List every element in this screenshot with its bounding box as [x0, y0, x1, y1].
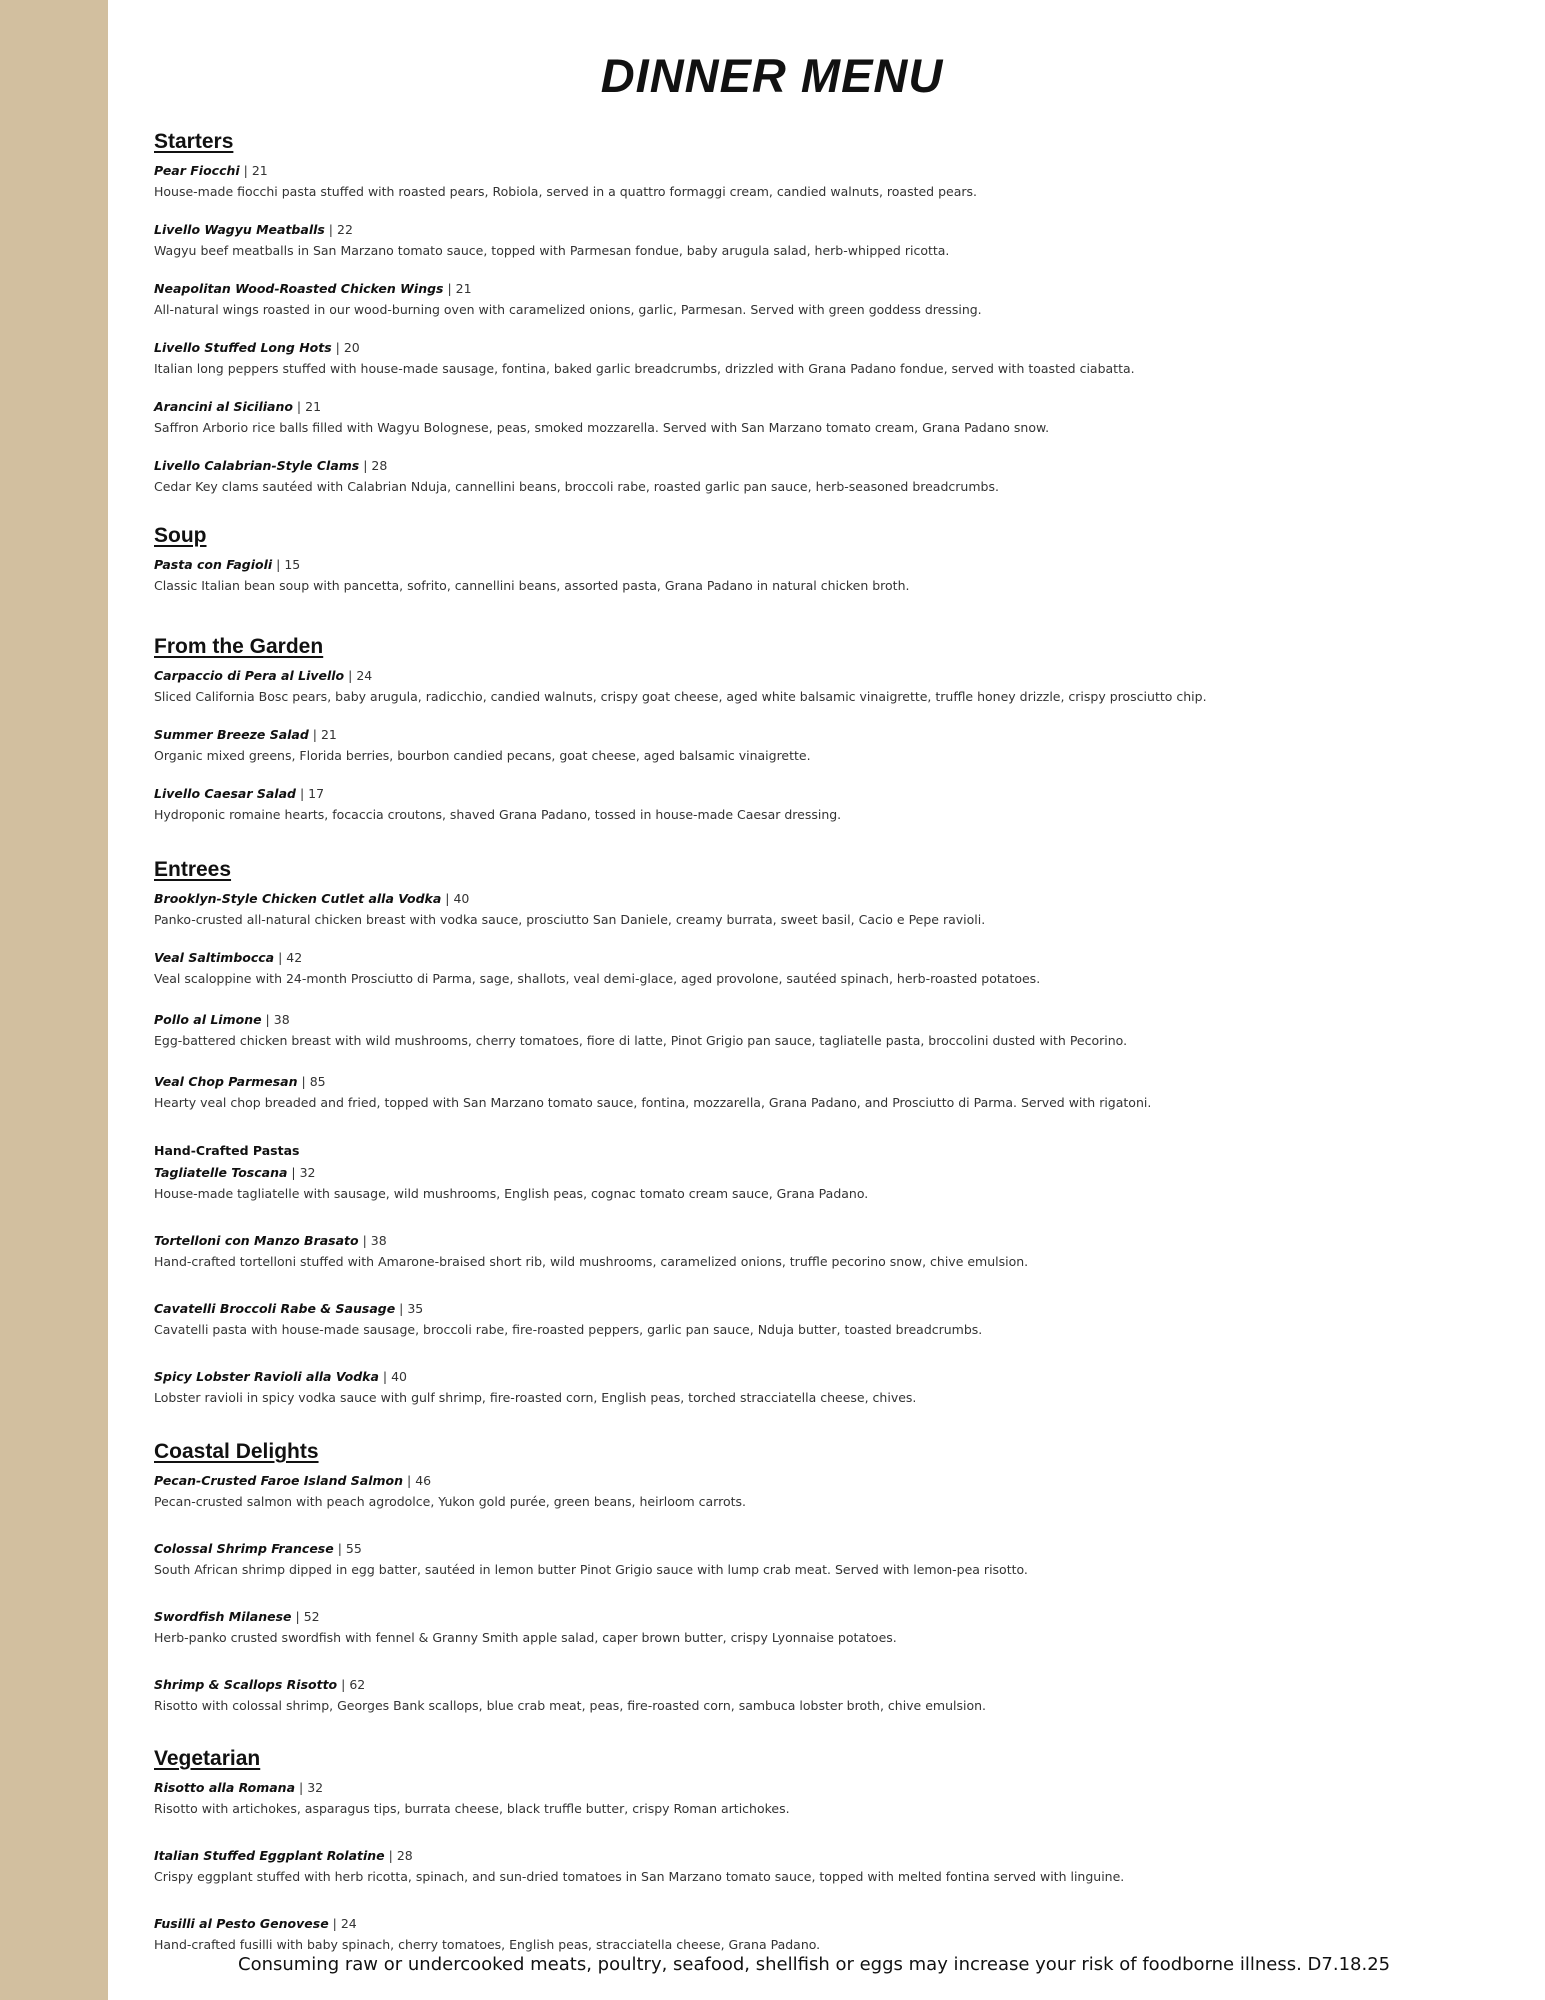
menu-item-price: 21 [320, 727, 337, 742]
menu-item [154, 1915, 820, 1954]
menu-item-name: Swordfish Milanese [154, 1609, 292, 1624]
menu-item-name: Arancini al Siciliano [154, 399, 293, 414]
price-separator: | [287, 1165, 300, 1180]
price-separator: | [272, 557, 285, 572]
menu-item-name: Pasta con Fagioli [154, 557, 273, 572]
menu-item-name: Neapolitan Wood-Roasted Chicken Wings [154, 281, 444, 296]
menu-item [154, 556, 909, 595]
menu-item-description: Hand-crafted tortelloni stuffed with Amarone-braised short rib, wild mushrooms, caramelized onions, truffle pecorino snow, chive emulsion. [154, 1254, 1029, 1269]
price-separator: | [441, 891, 454, 906]
price-separator: | [261, 1012, 274, 1027]
menu-item [154, 785, 841, 824]
menu-item-description: Veal scaloppine with 24-month Prosciutto di Parma, sage, shallots, veal demi-glace, aged provolone, sautéed spinach, herb-roasted potatoes. [154, 971, 1041, 986]
menu-item-price: 22 [337, 222, 353, 237]
menu-item-price: 38 [370, 1233, 387, 1248]
menu-item-description: Italian long peppers stuffed with house-made sausage, fontina, baked garlic breadcrumbs, drizzled with Grana Padano fondue, served with toasted ciabatta. [154, 361, 1135, 376]
menu-item-description: Cedar Key clams sautéed with Calabrian Nduja, cannellini beans, broccoli rabe, roasted garlic pan sauce, herb-seasoned breadcrumbs. [154, 479, 999, 494]
menu-item-name: Livello Wagyu Meatballs [154, 222, 325, 237]
price-separator: | [337, 1677, 350, 1692]
menu-item-heading [154, 339, 1135, 357]
menu-item-price: 55 [345, 1541, 362, 1556]
menu-item-description: Pecan-crusted salmon with peach agrodolce, Yukon gold purée, green beans, heirloom carrots. [154, 1494, 746, 1509]
menu-item [154, 1164, 868, 1203]
menu-item-heading [154, 1368, 916, 1386]
menu-item [154, 398, 1049, 437]
menu-item-name: Pecan-Crusted Faroe Island Salmon [154, 1473, 404, 1488]
menu-item-name: Livello Caesar Salad [154, 786, 296, 801]
menu-item-name: Tagliatelle Toscana [154, 1165, 288, 1180]
menu-item-price: 21 [305, 399, 322, 414]
menu-page [154, 0, 1514, 2000]
menu-item-name: Brooklyn-Style Chicken Cutlet alla Vodka [154, 891, 442, 906]
menu-item-description: Risotto with artichokes, asparagus tips, burrata cheese, black truffle butter, crispy Roman artichokes. [154, 1801, 790, 1816]
menu-item-name: Summer Breeze Salad [154, 727, 309, 742]
menu-item [154, 457, 999, 496]
menu-item-price: 21 [251, 163, 268, 178]
menu-item-description: Organic mixed greens, Florida berries, bourbon candied pecans, goat cheese, aged balsamic vinaigrette. [154, 748, 811, 763]
menu-item-price: 62 [349, 1677, 366, 1692]
menu-item-price: 20 [343, 340, 360, 355]
price-separator: | [274, 950, 287, 965]
price-separator: | [324, 222, 337, 237]
menu-item-price: 38 [273, 1012, 290, 1027]
menu-item-heading [154, 667, 1207, 685]
menu-item-name: Pear Fiocchi [154, 163, 240, 178]
menu-item-price: 28 [396, 1848, 413, 1863]
menu-item-name: Livello Stuffed Long Hots [154, 340, 332, 355]
menu-item-name: Tortelloni con Manzo Brasato [154, 1233, 359, 1248]
price-separator: | [239, 163, 252, 178]
menu-item-price: 40 [453, 891, 470, 906]
menu-item-heading [154, 1608, 897, 1626]
section-title: From the Garden [154, 635, 324, 658]
menu-item [154, 890, 985, 929]
menu-item-price: 35 [407, 1301, 424, 1316]
menu-item-heading [154, 398, 1049, 416]
price-separator: | [297, 1074, 310, 1089]
menu-item-price: 17 [308, 786, 325, 801]
menu-item [154, 280, 982, 319]
menu-item [154, 1540, 1028, 1579]
section-title: Vegetarian [154, 1747, 261, 1770]
menu-item-name: Colossal Shrimp Francese [154, 1541, 334, 1556]
menu-item-description: Sliced California Bosc pears, baby arugula, radicchio, candied walnuts, crispy goat cheese, aged white balsamic vinaigrette, truffle honey drizzle, crispy prosciutto chip. [154, 689, 1207, 704]
price-separator: | [359, 458, 372, 473]
menu-item-heading [154, 1472, 746, 1490]
menu-item-name: Shrimp & Scallops Risotto [154, 1677, 338, 1692]
menu-item-heading [154, 890, 985, 908]
menu-item [154, 667, 1207, 706]
price-separator: | [292, 399, 306, 414]
price-separator: | [331, 340, 344, 355]
menu-item-heading [154, 1540, 1028, 1558]
price-separator: | [295, 1780, 308, 1795]
menu-item [154, 726, 811, 765]
menu-item-price: 32 [307, 1780, 324, 1795]
menu-item-price: 32 [299, 1165, 316, 1180]
price-separator: | [333, 1541, 346, 1556]
menu-item-price: 46 [415, 1473, 432, 1488]
menu-item-price: 24 [356, 668, 373, 683]
menu-item-heading [154, 1676, 986, 1694]
price-separator: | [384, 1848, 397, 1863]
menu-item-name: Pollo al Limone [154, 1012, 262, 1027]
price-separator: | [308, 727, 321, 742]
menu-item-description: House-made tagliatelle with sausage, wild mushrooms, English peas, cognac tomato cream sauce, Grana Padano. [154, 1186, 869, 1201]
menu-item-description: Saffron Arborio rice balls filled with Wagyu Bolognese, peas, smoked mozzarella. Served with San Marzano tomato cream, Grana Padano snow. [154, 420, 1050, 435]
menu-item [154, 1779, 790, 1818]
menu-item-description: Hydroponic romaine hearts, focaccia croutons, shaved Grana Padano, tossed in house-made Caesar dressing. [154, 807, 842, 822]
menu-item-price: 85 [309, 1074, 326, 1089]
menu-item [154, 1300, 982, 1339]
menu-item-price: 28 [371, 458, 388, 473]
menu-item [154, 1608, 897, 1647]
menu-item-price: 21 [455, 281, 472, 296]
section-title: Coastal Delights [154, 1440, 319, 1463]
price-separator: | [403, 1473, 416, 1488]
menu-item [154, 949, 1040, 988]
menu-item-price: 15 [284, 557, 301, 572]
menu-item [154, 1676, 986, 1715]
menu-item-price: 52 [303, 1609, 320, 1624]
menu-item [154, 1847, 1124, 1886]
menu-item-description: Egg-battered chicken breast with wild mushrooms, cherry tomatoes, fiore di latte, Pinot Grigio pan sauce, tagliatelle pasta, broccolini dusted with Pecorino. [154, 1033, 1128, 1048]
menu-item [154, 162, 977, 201]
menu-item-price: 42 [286, 950, 303, 965]
menu-item-heading [154, 1300, 982, 1318]
price-separator: | [291, 1609, 304, 1624]
section-title: Soup [154, 524, 207, 547]
menu-item-name: Italian Stuffed Eggplant Rolatine [154, 1848, 385, 1863]
menu-item-description: Lobster ravioli in spicy vodka sauce with gulf shrimp, fire-roasted corn, English peas, torched stracciatella cheese, chives. [154, 1390, 917, 1405]
menu-item-description: All-natural wings roasted in our wood-burning oven with caramelized onions, garlic, Parmesan. Served with green goddess dressing. [154, 302, 982, 317]
menu-item-name: Veal Saltimbocca [154, 950, 275, 965]
menu-item-price: 40 [391, 1369, 407, 1384]
menu-item-description: Herb-panko crusted swordfish with fennel & Granny Smith apple salad, caper brown butter, crispy Lyonnaise potatoes. [154, 1630, 897, 1645]
section-title: Entrees [154, 858, 232, 881]
menu-item-name: Veal Chop Parmesan [154, 1074, 298, 1089]
price-separator: | [358, 1233, 371, 1248]
menu-item-heading [154, 726, 811, 744]
menu-item [154, 1472, 746, 1511]
price-separator: | [295, 786, 309, 801]
menu-item-heading [154, 1232, 1028, 1250]
menu-item-description: House-made fiocchi pasta stuffed with roasted pears, Robiola, served in a quattro formaggi cream, candied walnuts, roasted pears. [154, 184, 977, 199]
menu-item-heading [154, 457, 999, 475]
menu-item-description: South African shrimp dipped in egg batter, sautéed in lemon butter Pinot Grigio sauce with lump crab meat. Served with lemon-pea risotto. [154, 1562, 1028, 1577]
menu-item-heading [154, 785, 841, 803]
footer-disclaimer: Consuming raw or undercooked meats, poultry, seafood, shellfish or eggs may increase your risk of foodborne illness. D7.18.25 [238, 1954, 1391, 1975]
menu-item-description: Classic Italian bean soup with pancetta, sofrito, cannellini beans, assorted pasta, Grana Padano in natural chicken broth. [154, 578, 910, 593]
menu-item [154, 1011, 1127, 1050]
price-separator: | [443, 281, 456, 296]
menu-item-name: Fusilli al Pesto Genovese [154, 1916, 329, 1931]
menu-item [154, 1232, 1028, 1271]
menu-item-name: Livello Calabrian-Style Clams [154, 458, 360, 473]
menu-item-heading [154, 1915, 820, 1933]
price-separator: | [344, 668, 357, 683]
section-title: Starters [154, 130, 234, 153]
menu-item-name: Risotto alla Romana [154, 1780, 296, 1795]
price-separator: | [328, 1916, 341, 1931]
page-title: DINNER MENU [600, 49, 944, 102]
menu-item-heading [154, 1073, 1151, 1091]
price-separator: | [378, 1369, 392, 1384]
menu-item-heading [154, 1847, 1124, 1865]
price-separator: | [395, 1301, 408, 1316]
menu-item-heading [154, 280, 982, 298]
sidebar-band [0, 0, 108, 2000]
menu-item-description: Hand-crafted fusilli with baby spinach, cherry tomatoes, English peas, stracciatella cheese, Grana Padano. [154, 1937, 821, 1952]
menu-item-description: Panko-crusted all-natural chicken breast with vodka sauce, prosciutto San Daniele, creamy burrata, sweet basil, Cacio e Pepe ravioli. [154, 912, 986, 927]
menu-item-heading [154, 221, 949, 239]
subsection-title: Hand-Crafted Pastas [154, 1143, 300, 1158]
menu-item-heading [154, 949, 1040, 967]
menu-item-description: Risotto with colossal shrimp, Georges Bank scallops, blue crab meat, peas, fire-roasted corn, sambuca lobster broth, chive emulsion. [154, 1698, 987, 1713]
menu-item-heading [154, 1011, 1127, 1029]
menu-item-heading [154, 1164, 868, 1182]
menu-item [154, 1073, 1151, 1112]
menu-item-heading [154, 556, 909, 574]
menu-item-name: Carpaccio di Pera al Livello [154, 668, 345, 683]
menu-item-description: Hearty veal chop breaded and fried, topped with San Marzano tomato sauce, fontina, mozzarella, Grana Padano, and Prosciutto di Parma. Served with rigatoni. [154, 1095, 1152, 1110]
menu-item-heading [154, 1779, 790, 1797]
menu-item-description: Wagyu beef meatballs in San Marzano tomato sauce, topped with Parmesan fondue, baby arugula salad, herb-whipped ricotta. [154, 243, 950, 258]
menu-item-name: Spicy Lobster Ravioli alla Vodka [154, 1369, 379, 1384]
menu-item [154, 221, 949, 260]
menu-item [154, 1368, 916, 1407]
menu-item-description: Crispy eggplant stuffed with herb ricotta, spinach, and sun-dried tomatoes in San Marzano tomato sauce, topped with melted fontina served with linguine. [154, 1869, 1125, 1884]
menu-item [154, 339, 1135, 378]
menu-item-price: 24 [340, 1916, 357, 1931]
menu-item-name: Cavatelli Broccoli Rabe & Sausage [154, 1301, 396, 1316]
menu-item-description: Cavatelli pasta with house-made sausage, broccoli rabe, fire-roasted peppers, garlic pan sauce, Nduja butter, toasted breadcrumbs. [154, 1322, 983, 1337]
menu-item-heading [154, 162, 977, 180]
